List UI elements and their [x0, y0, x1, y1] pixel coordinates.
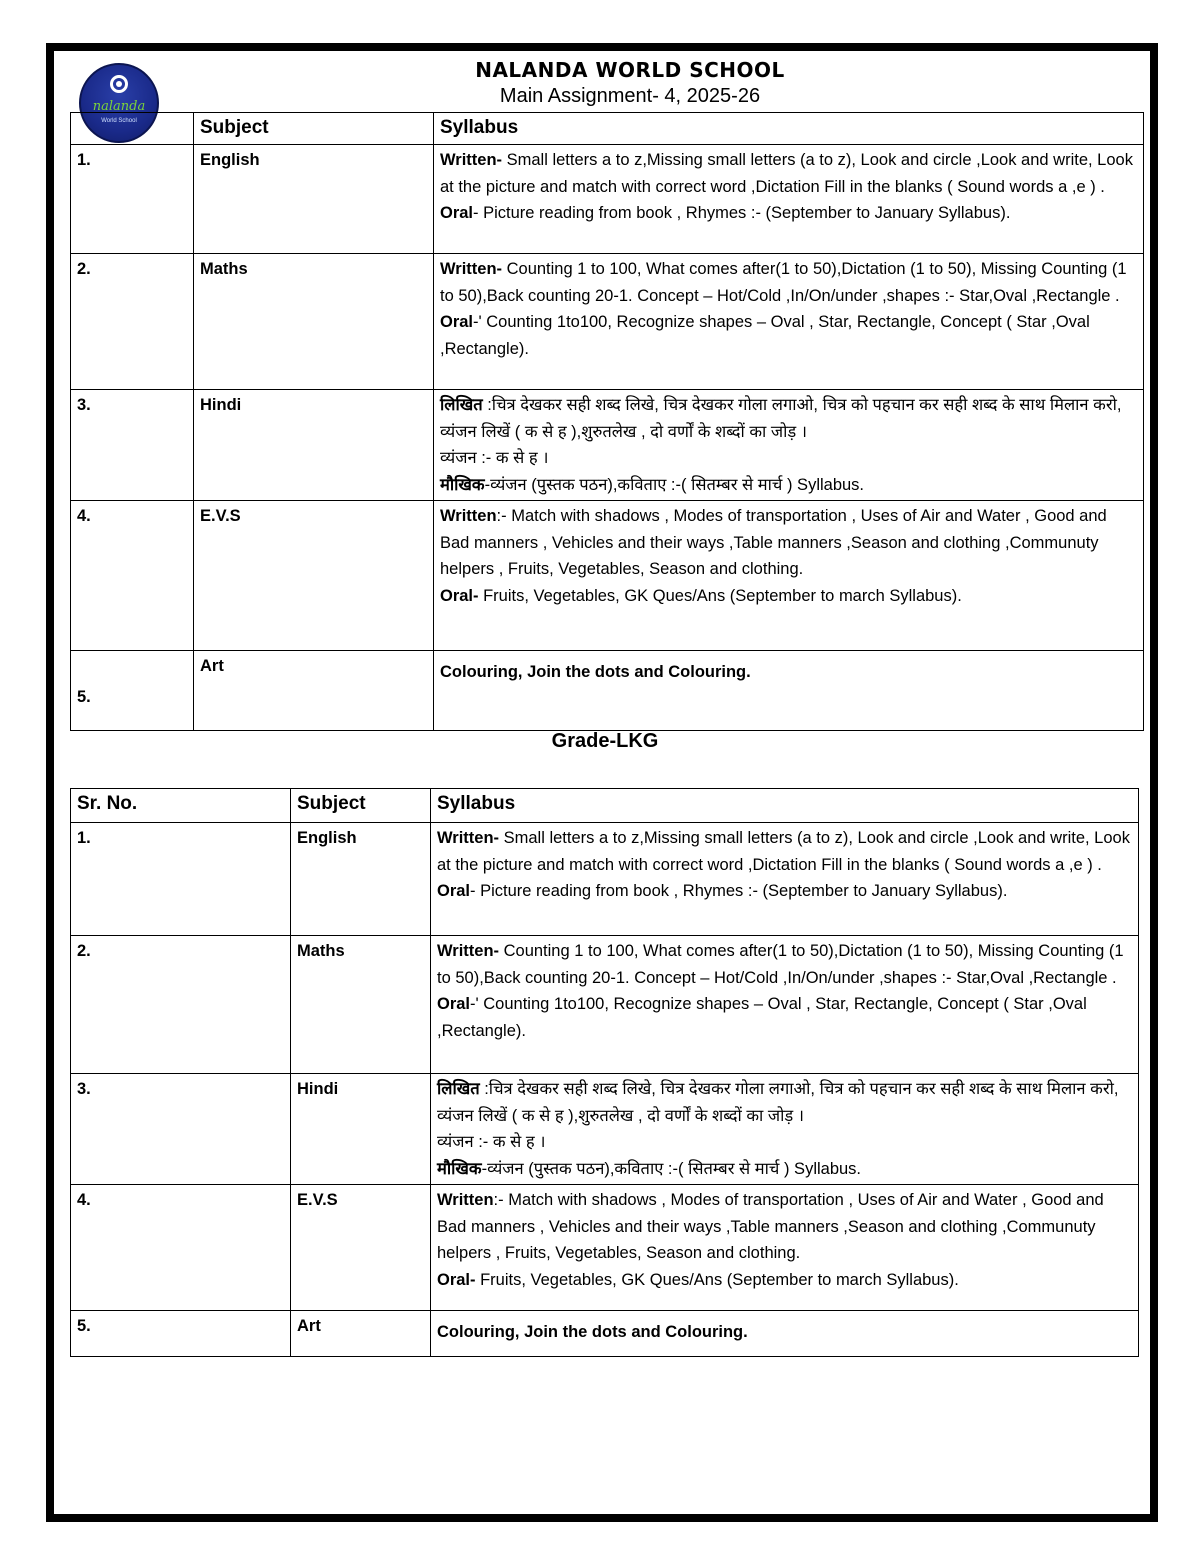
column-header: Sr. No.	[71, 789, 291, 823]
syllabus-label: मौखिक	[440, 475, 485, 494]
syllabus-label: Oral	[440, 313, 474, 331]
syllabus-label: Oral-	[437, 1270, 476, 1289]
syllabus-label: Oral	[440, 204, 474, 222]
syllabus-label: Written-	[437, 829, 500, 847]
syllabus-label: Written-	[440, 151, 503, 169]
row-syllabus	[434, 254, 1144, 390]
row-syllabus	[434, 501, 1144, 651]
row-number: 1.	[71, 823, 291, 936]
table-row	[71, 1311, 1139, 1357]
logo-subtext: World School	[101, 118, 137, 124]
column-header: Syllabus	[431, 789, 1139, 823]
row-subject: E.V.S	[291, 1185, 431, 1311]
syllabus-text: Counting 1 to 100, What comes after(1 to 50),Dictation (1 to 50), Missing Counting (1 to 50),Back counting 20-1. Concept – Hot/Cold ,In/On/under ,shapes :- Star,Oval ,Rectangle .	[440, 260, 1127, 305]
row-number: 3.	[71, 390, 194, 501]
syllabus-label: लिखित	[437, 1080, 480, 1098]
row-number: 4.	[71, 501, 194, 651]
syllabus-label: Colouring, Join the dots and Colouring.	[437, 1323, 748, 1341]
row-subject: E.V.S	[194, 501, 434, 651]
table-row	[71, 145, 1144, 254]
syllabus-label: लिखित	[440, 396, 483, 414]
syllabus-label: Oral-	[440, 586, 479, 605]
syllabus-text: -' Counting 1to100, Recognize shapes – Oval , Star, Rectangle, Concept ( Star ,Oval ,Rectangle).	[440, 313, 1090, 358]
syllabus-label: Colouring, Join the dots and Colouring.	[440, 663, 751, 681]
syllabus-line	[440, 445, 1137, 472]
syllabus-line	[437, 825, 1132, 878]
row-syllabus	[431, 823, 1139, 936]
syllabus-text: - Picture reading from book , Rhymes :- (September to January Syllabus).	[473, 204, 1011, 222]
table-row	[71, 1074, 1139, 1185]
syllabus-text: -व्यंजन (पुस्तक पठन),कविताए :-( सितम्बर से मार्च ) Syllabus.	[481, 1159, 862, 1178]
row-number: 5.	[71, 1311, 291, 1357]
syllabus-text: Counting 1 to 100, What comes after(1 to 50),Dictation (1 to 50), Missing Counting (1 to 50),Back counting 20-1. Concept – Hot/Cold ,In/On/under ,shapes :- Star,Oval ,Rectangle .	[437, 942, 1124, 987]
syllabus-text: -' Counting 1to100, Recognize shapes – Oval , Star, Rectangle, Concept ( Star ,Oval ,Rectangle).	[437, 995, 1087, 1040]
row-subject: English	[194, 145, 434, 254]
syllabus-text: :चित्र देखकर सही शब्द लिखे, चित्र देखकर गोला लगाओ, चित्र को पहचान कर सही शब्द के साथ मिलान करो, व्यंजन लिखें ( क से ह ),शुरुतलेख , दो वर्णों के शब्दों का जोड़ ।	[440, 396, 1122, 441]
table-row	[71, 936, 1139, 1074]
row-number: 2.	[71, 254, 194, 390]
syllabus-line	[440, 147, 1137, 200]
table-row	[71, 823, 1139, 936]
logo-emblem-icon	[110, 75, 128, 93]
row-syllabus	[434, 651, 1144, 731]
syllabus-label: Written	[440, 507, 497, 525]
row-subject: Maths	[291, 936, 431, 1074]
syllabus-table-2	[70, 788, 1139, 1357]
row-number: 1.	[71, 145, 194, 254]
syllabus-text: Fruits, Vegetables, GK Ques/Ans (September to march Syllabus).	[475, 1270, 959, 1289]
syllabus-text: व्यंजन :- क से ह ।	[440, 449, 549, 467]
syllabus-line	[440, 200, 1137, 227]
row-number: 5.	[71, 651, 194, 731]
syllabus-line	[437, 1129, 1132, 1156]
row-syllabus	[434, 145, 1144, 254]
logo-text: nalanda	[92, 99, 146, 114]
row-number: 2.	[71, 936, 291, 1074]
syllabus-text: :- Match with shadows , Modes of transportation , Uses of Air and Water , Good and Bad manners , Vehicles and their ways ,Table manners ,Season and clothing ,Communuty helpers , Fruits, Vegetables, Season and clothing.	[437, 1191, 1104, 1262]
assignment-title: Main Assignment- 4, 2025-26	[499, 85, 761, 107]
row-syllabus	[431, 1185, 1139, 1311]
syllabus-line	[437, 1319, 1132, 1346]
syllabus-line	[437, 878, 1132, 905]
row-subject: Maths	[194, 254, 434, 390]
table-header-row	[71, 113, 1144, 145]
column-header: Syllabus	[434, 113, 1144, 145]
syllabus-text: व्यंजन :- क से ह ।	[437, 1133, 546, 1151]
syllabus-text: :- Match with shadows , Modes of transportation , Uses of Air and Water , Good and Bad manners , Vehicles and their ways ,Table manners ,Season and clothing ,Communuty helpers , Fruits, Vegetables, Season and clothing.	[440, 507, 1107, 578]
syllabus-table-1	[70, 112, 1144, 731]
syllabus-line	[437, 1076, 1132, 1129]
row-syllabus	[434, 390, 1144, 501]
row-syllabus	[431, 1074, 1139, 1185]
syllabus-text: Small letters a to z,Missing small letters (a to z), Look and circle ,Look and write, Look at the picture and match with correct word ,Dictation Fill in the blanks ( Sound words a ,e ) .	[440, 151, 1133, 196]
column-header	[71, 113, 194, 145]
syllabus-label: Written-	[437, 942, 500, 960]
grade-title: Grade-LKG	[551, 730, 659, 752]
syllabus-text: Fruits, Vegetables, GK Ques/Ans (September to march Syllabus).	[478, 586, 962, 605]
syllabus-line	[440, 659, 1137, 686]
row-number: 4.	[71, 1185, 291, 1311]
syllabus-label: Oral	[437, 995, 471, 1013]
syllabus-line	[437, 1156, 1132, 1183]
syllabus-line	[440, 583, 1137, 610]
column-header: Subject	[194, 113, 434, 145]
syllabus-line	[440, 256, 1137, 309]
row-syllabus	[431, 936, 1139, 1074]
syllabus-line	[437, 991, 1132, 1044]
syllabus-line	[437, 938, 1132, 991]
column-header: Subject	[291, 789, 431, 823]
syllabus-line	[440, 503, 1137, 583]
table-row	[71, 390, 1144, 501]
syllabus-label: Written-	[440, 260, 503, 278]
table-row	[71, 1185, 1139, 1311]
row-subject: Hindi	[194, 390, 434, 501]
table-row	[71, 501, 1144, 651]
school-name: NALANDA WORLD SCHOOL	[475, 58, 785, 82]
table-row	[71, 651, 1144, 731]
syllabus-label: मौखिक	[437, 1159, 482, 1178]
table-header-row	[71, 789, 1139, 823]
table-row	[71, 254, 1144, 390]
syllabus-text: - Picture reading from book , Rhymes :- (September to January Syllabus).	[470, 882, 1008, 900]
row-subject: Art	[194, 651, 434, 731]
syllabus-text: :चित्र देखकर सही शब्द लिखे, चित्र देखकर गोला लगाओ, चित्र को पहचान कर सही शब्द के साथ मिलान करो, व्यंजन लिखें ( क से ह ),शुरुतलेख , दो वर्णों के शब्दों का जोड़ ।	[437, 1080, 1119, 1125]
syllabus-label: Oral	[437, 882, 471, 900]
syllabus-text: Small letters a to z,Missing small letters (a to z), Look and circle ,Look and write, Look at the picture and match with correct word ,Dictation Fill in the blanks ( Sound words a ,e ) .	[437, 829, 1130, 874]
syllabus-line	[440, 472, 1137, 499]
syllabus-line	[440, 392, 1137, 445]
syllabus-line	[437, 1267, 1132, 1294]
row-subject: English	[291, 823, 431, 936]
row-subject: Hindi	[291, 1074, 431, 1185]
row-number: 3.	[71, 1074, 291, 1185]
syllabus-line	[437, 1187, 1132, 1267]
row-syllabus	[431, 1311, 1139, 1357]
row-subject: Art	[291, 1311, 431, 1357]
syllabus-label: Written	[437, 1191, 494, 1209]
syllabus-line	[440, 309, 1137, 362]
syllabus-text: -व्यंजन (पुस्तक पठन),कविताए :-( सितम्बर से मार्च ) Syllabus.	[484, 475, 865, 494]
